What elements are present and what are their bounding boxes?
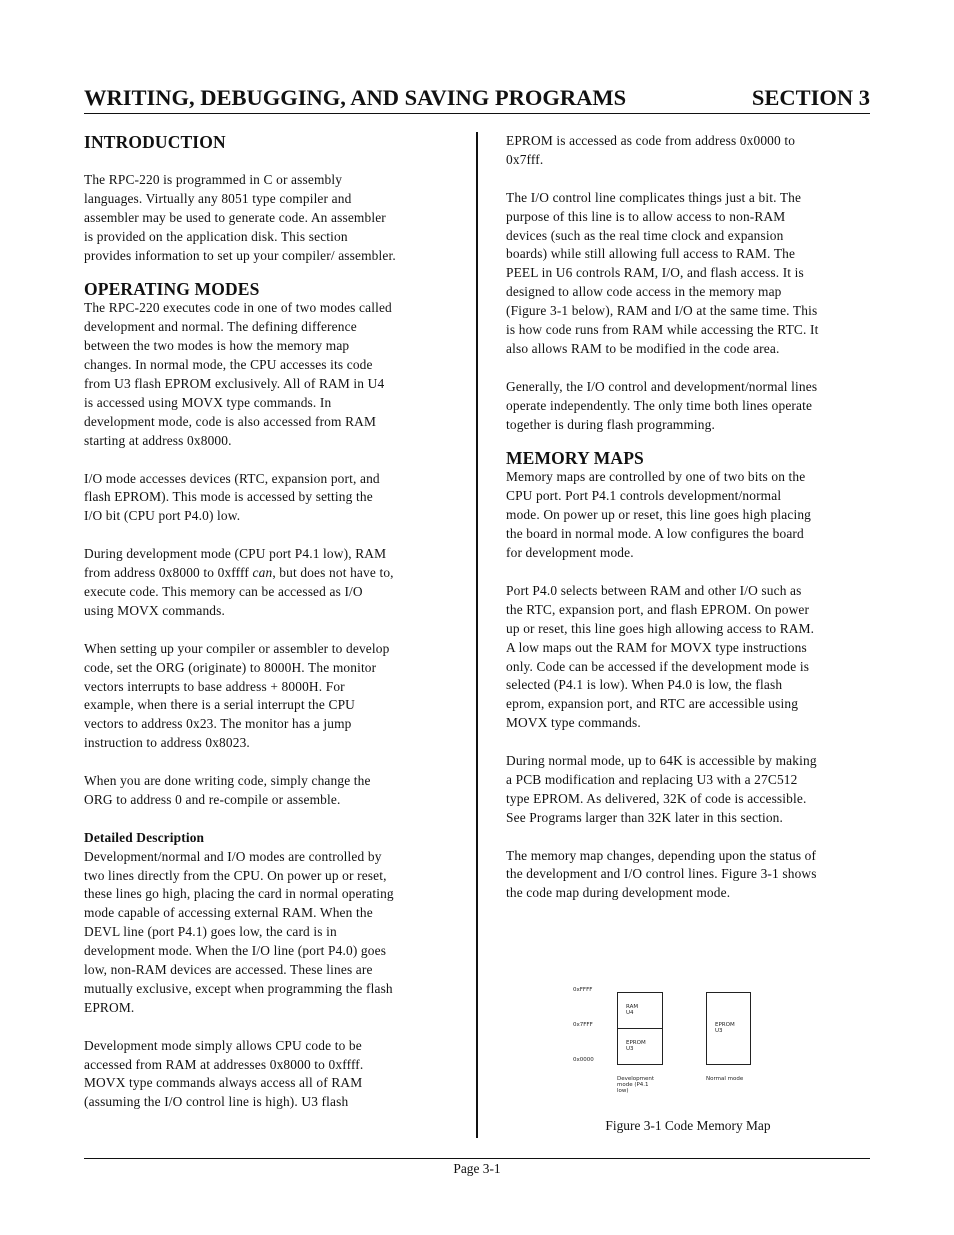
maps-paragraph-3: During normal mode, up to 64K is accessible by making a PCB modification and replacing U3 with a 27C512 type EPROM. As delivered, 32K of code is accessible. See Programs larger than 32K later in this section.	[506, 753, 817, 825]
operating-modes-heading: OPERATING MODES	[84, 279, 260, 300]
modes-paragraph-5: When you are done writing code, simply change the ORG to address 0 and re-compile or assemble.	[84, 773, 371, 807]
intro-paragraph: The RPC-220 is programmed in C or assembly languages. Virtually any 8051 type compiler and assembler may be used to generate code. An assembler is provided on the application disk. This section provides information to set up your compiler/ assembler.	[84, 171, 396, 263]
maps-paragraph-2: Port P4.0 selects between RAM and other I/O such as the RTC, expansion port, and flash EPROM. On power up or reset, this line goes high allowing access to RAM. A low maps out the RAM for MOVX type instructions only. Code can be accessed if the development mode is selected (P4.1 is low). When P4.0 is low, the flash eprom, expansion port, and RTC are accessible using MOVX type commands.	[506, 582, 815, 731]
page-header	[84, 84, 870, 114]
section-number: SECTION 3	[751, 85, 870, 110]
address-top-label: 0xFFFF	[573, 987, 593, 993]
memory-maps-heading: MEMORY MAPS	[506, 448, 644, 469]
dev-ram-block	[617, 992, 663, 1029]
dev-eprom-label: EPROM U3	[626, 1040, 646, 1052]
continued-paragraph-1: EPROM is accessed as code from address 0x0000 to 0x7fff.	[506, 133, 796, 167]
maps-paragraph-4: The memory map changes, depending upon the status of the development and I/O control lines. Figure 3-1 shows the code map during development mode.	[506, 847, 817, 901]
detailed-description-heading: Detailed Description	[84, 829, 205, 845]
continued-paragraph-3: Generally, the I/O control and development/normal lines operate independently. The only time both lines operate together is during flash programming.	[506, 378, 818, 432]
modes-paragraph-3-emphasis: can	[252, 565, 273, 581]
normal-eprom-label: EPROM U3	[715, 1022, 735, 1034]
left-column	[84, 132, 454, 1112]
modes-paragraph-1: The RPC-220 executes code in one of two modes called development and normal. The defining difference between the two modes is how the memory map changes. In normal mode, the CPU accesses its code from U3 flash EPROM exclusively. All of RAM in U4 is accessed using MOVX type commands. In development mode, code is also accessed from RAM starting at address 0x8000.	[84, 300, 392, 448]
column-divider	[476, 132, 478, 1138]
chapter-title: WRITING, DEBUGGING, AND SAVING PROGRAMS	[84, 85, 627, 110]
dev-ram-label: RAM U4	[626, 1004, 639, 1016]
dev-mode-caption: Development mode (P4.1 low)	[617, 1076, 655, 1094]
page-number: Page 3-1	[453, 1161, 501, 1176]
detail-paragraph-1: Development/normal and I/O modes are controlled by two lines directly from the CPU. On power up or reset, these lines go high, placing the card in normal operating mode capable of accessing external RAM. When the DEVL line (port P4.1) goes low, the card is in development mode. When the I/O line (port P4.0) goes low, non-RAM devices are accessed. These lines are mutually exclusive, except when programming the flash EPROM.	[84, 848, 394, 1015]
modes-paragraph-3	[84, 545, 454, 621]
modes-paragraph-2: I/O mode accesses devices (RTC, expansion port, and flash EPROM). This mode is accessed by setting the I/O bit (CPU port P4.0) low.	[84, 470, 380, 524]
address-bottom-label: 0x0000	[573, 1057, 594, 1063]
introduction-heading: INTRODUCTION	[84, 132, 226, 152]
modes-paragraph-4: When setting up your compiler or assembler to develop code, set the ORG (originate) to 8000H. The monitor vectors interrupts to base address + 8000H. For example, when there is a serial interrupt the CPU vectors to address 0x23. The monitor has a jump instruction to address 0x8023.	[84, 640, 390, 751]
right-column	[506, 132, 874, 903]
detail-paragraph-2: Development mode simply allows CPU code to be accessed from RAM at addresses 0x8000 to 0xffff. MOVX type commands always access all of RAM (assuming the I/O control line is high). U3 flash	[84, 1037, 364, 1110]
maps-paragraph-1: Memory maps are controlled by one of two bits on the CPU port. Port P4.1 controls development/normal mode. On power up or reset, this line goes high placing the board in normal mode. A low configures the board for development mode.	[506, 469, 812, 561]
figure-caption: Figure 3-1 Code Memory Map	[605, 1118, 771, 1133]
normal-mode-caption: Normal mode	[706, 1076, 744, 1082]
continued-paragraph-2: The I/O control line complicates things just a bit. The purpose of this line is to allow access to non-RAM devices (such as the real time clock and expansion boards) while still allowing full access to RAM. The PEEL in U6 controls RAM, I/O, and flash access. It is designed to allow code access in the memory map (Figure 3-1 below), RAM and I/O at the same time. This is how code runs from RAM while accessing the RTC. It also allows RAM to be modified in the code area.	[506, 189, 819, 356]
footer-rule	[84, 1158, 870, 1159]
address-mid-label: 0x7FFF	[573, 1022, 593, 1028]
modes-paragraph-3-end: , but does not have to, execute code. This memory can be accessed as I/O using MOVX commands.	[84, 565, 394, 618]
code-memory-map-figure	[560, 985, 820, 1094]
modes-paragraph-3-start: During development mode (CPU port P4.1 low), RAM from address 0x8000 to 0xffff	[84, 546, 387, 581]
